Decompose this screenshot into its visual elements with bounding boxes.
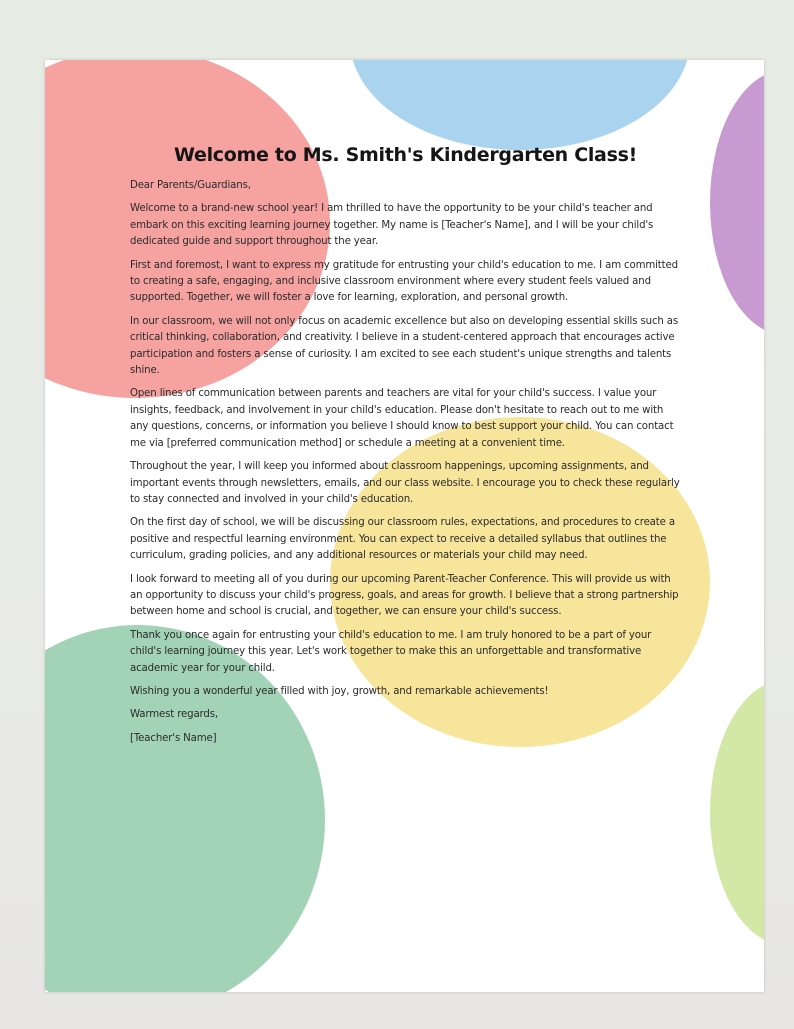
letter-page	[45, 60, 764, 992]
paragraph-first-day: On the first day of school, we will be discussing our classroom rules, expectations, and procedures to create a positive and respectful learning environment. You can expect to receive a detailed syllabus that outlines the curriculum, grading policies, and any additional resources or materials your child may need.	[130, 517, 675, 562]
paragraph-conference: I look forward to meeting all of you during our upcoming Parent-Teacher Conference. This will provide us with an opportunity to discuss your child's progress, goals, and areas for growth. I believe that a strong partnership between home and school is crucial, and together, we can ensure your child's success.	[130, 573, 679, 618]
signature: [Teacher's Name]	[130, 732, 217, 744]
paragraph-gratitude: First and foremost, I want to express my gratitude for entrusting your child's education to me. I am committed to creating a safe, engaging, and inclusive classroom environment where every student feels valued and supported. Together, we will foster a love for learning, exploration, and personal growth.	[130, 259, 678, 304]
paragraph-classroom: In our classroom, we will not only focus on academic excellence but also on developing essential skills such as critical thinking, collaboration, and creativity. I believe in a student-centered approach that encourages active participation and fosters a sense of curiosity. I am excited to see each student's unique strengths and talents shine.	[130, 315, 679, 377]
paragraph-communication: Open lines of communication between parents and teachers are vital for your child's success. I value your insights, feedback, and involvement in your child's education. Please don't hesitate to reach out to me with any questions, concerns, or information you believe I should know to best support your child. You can contact me via [preferred communication method] or schedule a meeting at a convenient time.	[130, 388, 674, 449]
letter-title: Welcome to Ms. Smith's Kindergarten Class!	[174, 144, 637, 166]
salutation: Dear Parents/Guardians,	[130, 180, 251, 191]
letter-content	[130, 144, 681, 754]
paragraph-wishes: Wishing you a wonderful year filled with joy, growth, and remarkable achievements!	[130, 685, 549, 697]
lime-decorative-circle	[710, 680, 764, 945]
closing: Warmest regards,	[130, 709, 218, 721]
paragraph-welcome: Welcome to a brand-new school year! I am thrilled to have the opportunity to be your child's teacher and embark on this exciting learning journey together. My name is [Teacher's Name], and I will be your child's dedicated guide and support throughout the year.	[130, 203, 654, 248]
paragraph-updates: Throughout the year, I will keep you informed about classroom happenings, upcoming assignments, and important events through newsletters, emails, and our class website. I encourage you to check these regularly to stay connected and involved in your child's education.	[130, 461, 680, 505]
paragraph-thanks: Thank you once again for entrusting your child's education to me. I am truly honored to be a part of your child's learning journey this year. Let's work together to make this an unforgettable and transformative academic year for your child.	[130, 629, 652, 674]
blue-decorative-circle	[350, 60, 690, 150]
purple-decorative-circle	[710, 70, 764, 335]
